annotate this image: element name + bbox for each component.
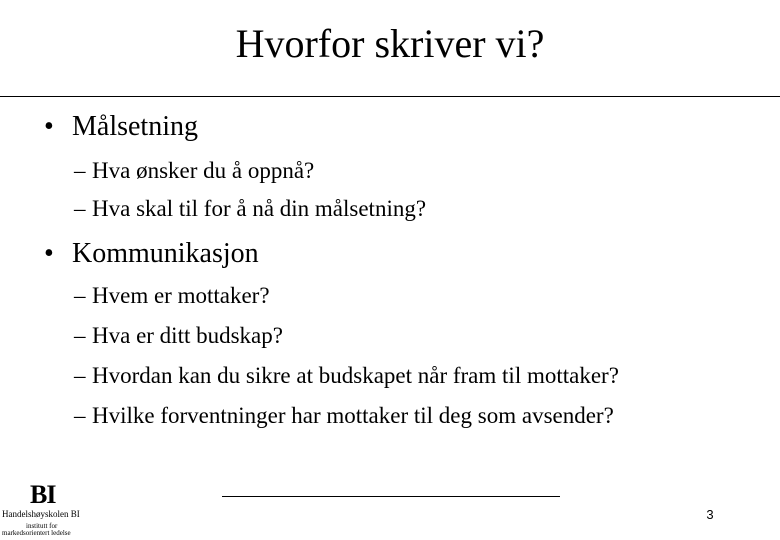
- dash-marker: –: [74, 283, 86, 308]
- bullet-kommunikasjon: [44, 237, 259, 271]
- bullet-marker: •: [44, 238, 54, 269]
- dash-marker: –: [74, 158, 86, 183]
- dash-marker: –: [74, 403, 86, 428]
- logo-department: markedsorientert ledelse: [2, 529, 71, 537]
- subbullet-item: [74, 401, 614, 431]
- subbullet-text: Hva er ditt budskap?: [92, 323, 283, 348]
- subbullet-item: [74, 281, 270, 311]
- subbullet-item: [74, 361, 619, 391]
- slide-title: Hvorfor skriver vi?: [235, 21, 545, 66]
- subbullet-text: Hvilke forventninger har mottaker til deg som avsender?: [92, 403, 614, 428]
- subbullet-text: Hvordan kan du sikre at budskapet når fram til mottaker?: [92, 363, 619, 388]
- bullet-malsetning: [44, 110, 198, 144]
- bullet-text: Kommunikasjon: [72, 238, 259, 269]
- bullet-marker: •: [44, 111, 54, 142]
- logo-school-name: Handelshøyskolen BI: [2, 509, 80, 519]
- subbullet-item: [74, 194, 426, 224]
- dash-marker: –: [74, 196, 86, 221]
- subbullet-text: Hva skal til for å nå din målsetning?: [92, 196, 427, 221]
- title-divider: [0, 96, 780, 97]
- logo-institute: institutt for: [26, 522, 58, 530]
- bullet-text: Målsetning: [72, 111, 198, 142]
- dash-marker: –: [74, 363, 86, 388]
- subbullet-item: [74, 156, 314, 186]
- bi-logo: [2, 482, 92, 538]
- subbullet-text: Hvem er mottaker?: [92, 283, 270, 308]
- dash-marker: –: [74, 323, 86, 348]
- subbullet-item: [74, 321, 283, 351]
- logo-mark: BI: [30, 480, 56, 509]
- page-number: 3: [706, 507, 714, 522]
- subbullet-text: Hva ønsker du å oppnå?: [92, 158, 315, 183]
- footer-divider: [222, 496, 560, 497]
